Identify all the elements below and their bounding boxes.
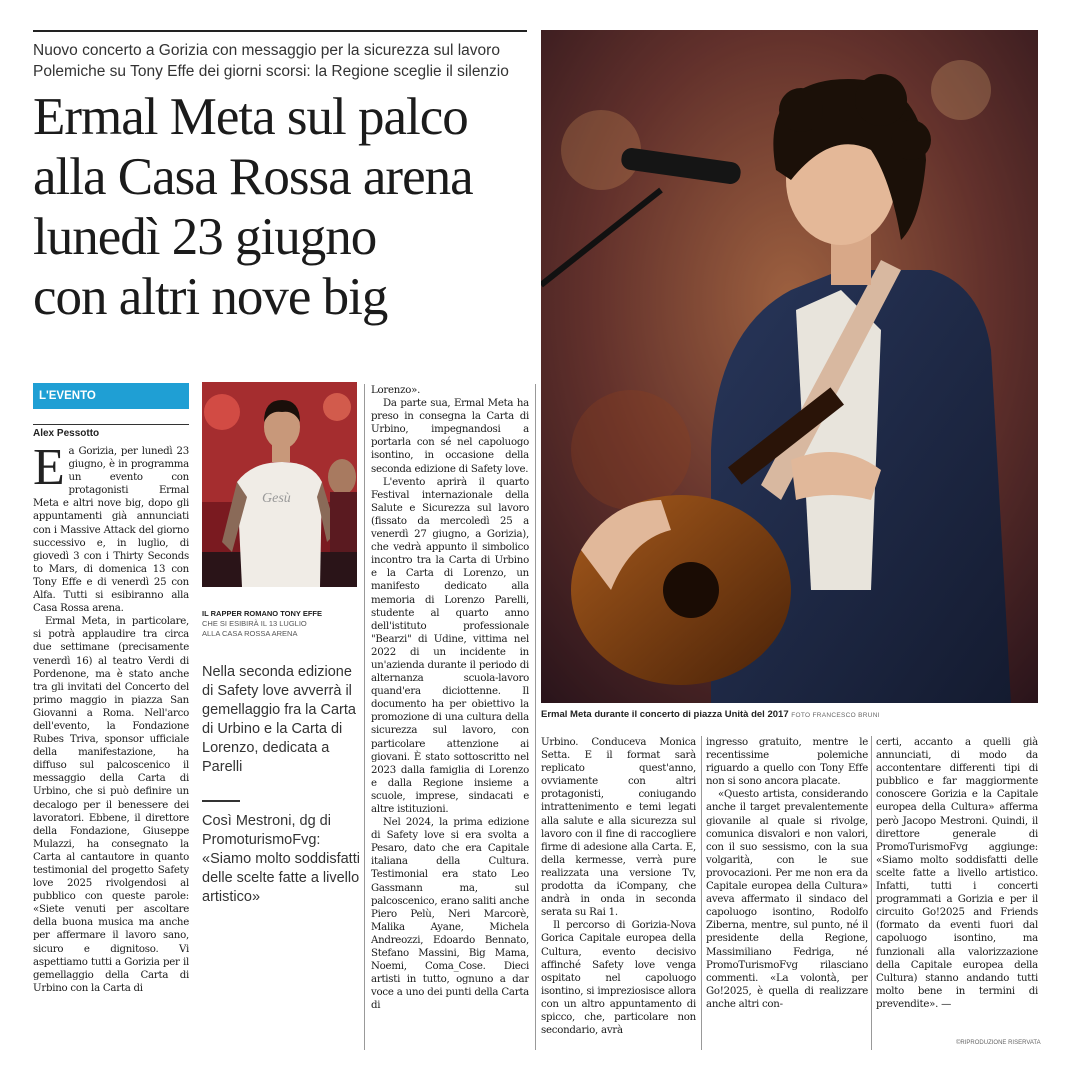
section-tag: L'EVENTO [33, 383, 189, 415]
rapper-caption-line: CHE SI ESIBIRÀ IL 13 LUGLIO [202, 619, 307, 628]
photo-caption [541, 709, 1041, 720]
column-divider [871, 736, 872, 1050]
paragraph: L'evento aprirà il quarto Festival internazionale della Salute e Sicurezza sul lavoro (fissato da mercoledì 25 a venerdì 27 giugno, a Gorizia), che vedrà appunto il simbolico incontro tra la Carta di Urbino e la Carta di Lorenzo, un manifesto dedicato alla memoria di Lorenzo Parelli, studente al quarto anno dell'istituto professionale "Bearzi" di Udine, vittima nel 2022 di un incidente in un'azienda durante il periodo di alternanza scuola-lavoro quand'era diciottenne. Il documento ha per obiettivo la promozione di una cultura della sicurezza sul lavoro, con particolare attenzione ai giovani. È stato sottoscritto nel 2023 dalla famiglia di Lorenzo e dalla Regione insieme a scuole, imprese, sindacati e altre istituzioni. [371, 476, 529, 815]
headline-line-3: lunedì 23 giugno [33, 208, 377, 266]
paragraph: Urbino. Conduceva Monica Setta. E il format sarà replicato quest'anno, ovviamente con altri protagonisti, coniugando intrattenimento e temi legati alla salute e alla sicurezza sul lavoro con il fine di raccogliere firme di adesione alla Carta. E, della kermesse, verrà pure realizzata una versione Tv, prodotta da iCompany, che andrà in onda in seconda serata su Rai 1. [541, 737, 696, 919]
author-byline: Alex Pessotto [33, 424, 189, 439]
article-column-2 [371, 384, 529, 1050]
paragraph: Nel 2024, la prima edizione di Safety love si era svolta a Pesaro, dato che era Capitale italiana della Cultura. Testimonial era stato Leo Gassmann ma, sul palcoscenico, erano saliti anche Piero Pelù, Neri Marcorè, Malika Ayane, Michela Andreozzi, Edoardo Bennato, Stefano Massini, Big Mama, Noemi, Coma_Cose. Dieci artisti in tutto, ognuno a dar voce a uno dei punti della Carta di [371, 817, 529, 1012]
rapper-photo [202, 382, 357, 587]
paragraph: Da parte sua, Ermal Meta ha preso in consegna la Carta di Urbino, impegnandosi a portarla con sé nel capoluogo isontino, in occasione della seconda edizione di Safety love. [371, 398, 529, 475]
drop-cap: E [33, 445, 65, 496]
paragraph: Ermal Meta, in particolare, si potrà applaudire tra circa due settimane (precisamente venerdì 16) al teatro Verdi di Pordenone, ma è stato anche tra gli invitati del Concerto del primo maggio in piazza San Giovanni a Roma. Nell'arco dell'evento, la Fondazione Rubes Triva, sponsor ufficiale della manifestazione, ha diffuso sul palcoscenico il messaggio della Carta di Urbino, che si può definire un decalogo per il benessere dei lavoratori. Ebbene, il direttore della Fondazione, Giuseppe Mulazzi, ha consegnato la Carta al cantautore in quanto testimonial del progetto Safety love 2025 rivolgendosi al pubblico con queste parole: «Siete venuti per ascoltare della buona musica ma anche per affermare il lavoro sano, sicuro e dignitoso. Vi aspettiamo tutti a Gorizia per il gemellaggio della Carta di Urbino con la Carta di [33, 616, 189, 994]
singer-illustration [541, 30, 1038, 703]
article-column-1 [33, 445, 189, 1050]
rapper-illustration [202, 382, 357, 587]
headline-line-1: Ermal Meta sul palco [33, 88, 468, 146]
main-photo [541, 30, 1038, 703]
photo-credit: FOTO FRANCESCO BRUNI [791, 712, 880, 719]
paragraph: «Questo artista, considerando anche il target prevalentemente giovanile al quale si rivolge, comunica disvalori e non valori, con il suo sessismo, con la sua volgarità, con le sue provocazioni. Per me non era da Capitale europea della Cultura» aveva affermato il sindaco del capoluogo isontino, Rodolfo Ziberna, mentre, sul punto, né il presidente della Regione, Massimiliano Fedriga, né PromoTurismoFvg rilasciano commenti. «La volontà, per Go!2025, è quella di realizzare anche altri con- [706, 789, 868, 1010]
paragraph: certi, accanto a quelli già annunciati, di modo da accontentare differenti tipi di pubblico e far maggiormente conoscere Gorizia e la Capitale europea della Cultura» afferma però Jacopo Mestroni. Quindi, il direttore generale di PromoTurismoFvg aggiunge: «Siamo molto soddisfatti delle scelte fatte a livello artistico. Infatti, tutti i concerti programmati a Gorizia e per il circuito Go!2025 and Friends (formato da eventi fuori dal capoluogo isontino, ma funzionali alla valorizzazione della Capitale europea della Cultura) stanno andando tutti molto bene in termini di prevendite». — [876, 737, 1038, 1010]
top-rule [33, 30, 527, 32]
rapper-caption-line: ALLA CASA ROSSA ARENA [202, 629, 298, 638]
shirt-lettering: Gesù [262, 491, 291, 506]
headline [33, 87, 553, 327]
rapper-caption-title: IL RAPPER ROMANO TONY EFFE [202, 609, 323, 618]
copyright-note: ©RIPRODUZIONE RISERVATA [956, 1040, 1041, 1046]
paragraph: Il percorso di Gorizia-Nova Gorica Capitale europea della Cultura, evento decisivo affinché Safety love venga ospitato nel capoluogo isontino, si impreziosisce allora con un altro appuntamento di spicco, che, particolare non secondario, avrà [541, 920, 696, 1037]
kicker-line-2: Polemiche su Tony Effe dei giorni scorsi: la Regione sceglie il silenzio [33, 63, 509, 80]
paragraph: ingresso gratuito, mentre le recentissime polemiche riguardo a quello con Tony Effe non si sono ancora placate. [706, 737, 868, 788]
pull-quote-2: Così Mestroni, dg di PromoturismoFvg: «Siamo molto soddisfatti delle scelte fatte a livello artistico» [202, 813, 360, 905]
column-divider [701, 736, 702, 1050]
column-divider [535, 384, 536, 1050]
paragraph: a Gorizia, per lunedì 23 giugno, è in programma un evento con protagonisti Ermal Meta e altri nove big, dopo gli appuntamenti già annunciati con i Massive Attack del giorno successivo e, in luglio, di giovedì 3 con i Thirty Seconds to Mars, di domenica 13 con Tony Effe e di venerdì 25 con Alfa. Tutti si esibiranno alla Casa Rossa arena. [33, 446, 189, 615]
photo-caption-text: Ermal Meta durante il concerto di piazza Unità del 2017 [541, 709, 789, 720]
paragraph: Lorenzo». [371, 385, 421, 396]
pull-quote-1: Nella seconda edizione di Safety love avverrà il gemellaggio fra la Carta di Urbino e la Carta di Lorenzo, dedicata a Parelli [202, 664, 356, 775]
article-column-4 [706, 736, 868, 1054]
headline-line-4: con altri nove big [33, 268, 388, 326]
article-column-3 [541, 736, 696, 1054]
pull-quote-divider [202, 800, 240, 802]
article-column-5 [876, 736, 1038, 1054]
column-divider [364, 384, 365, 1050]
kicker [33, 40, 553, 82]
headline-line-2: alla Casa Rossa arena [33, 148, 473, 206]
kicker-line-1: Nuovo concerto a Gorizia con messaggio per la sicurezza sul lavoro [33, 42, 500, 59]
rapper-caption [202, 608, 362, 639]
